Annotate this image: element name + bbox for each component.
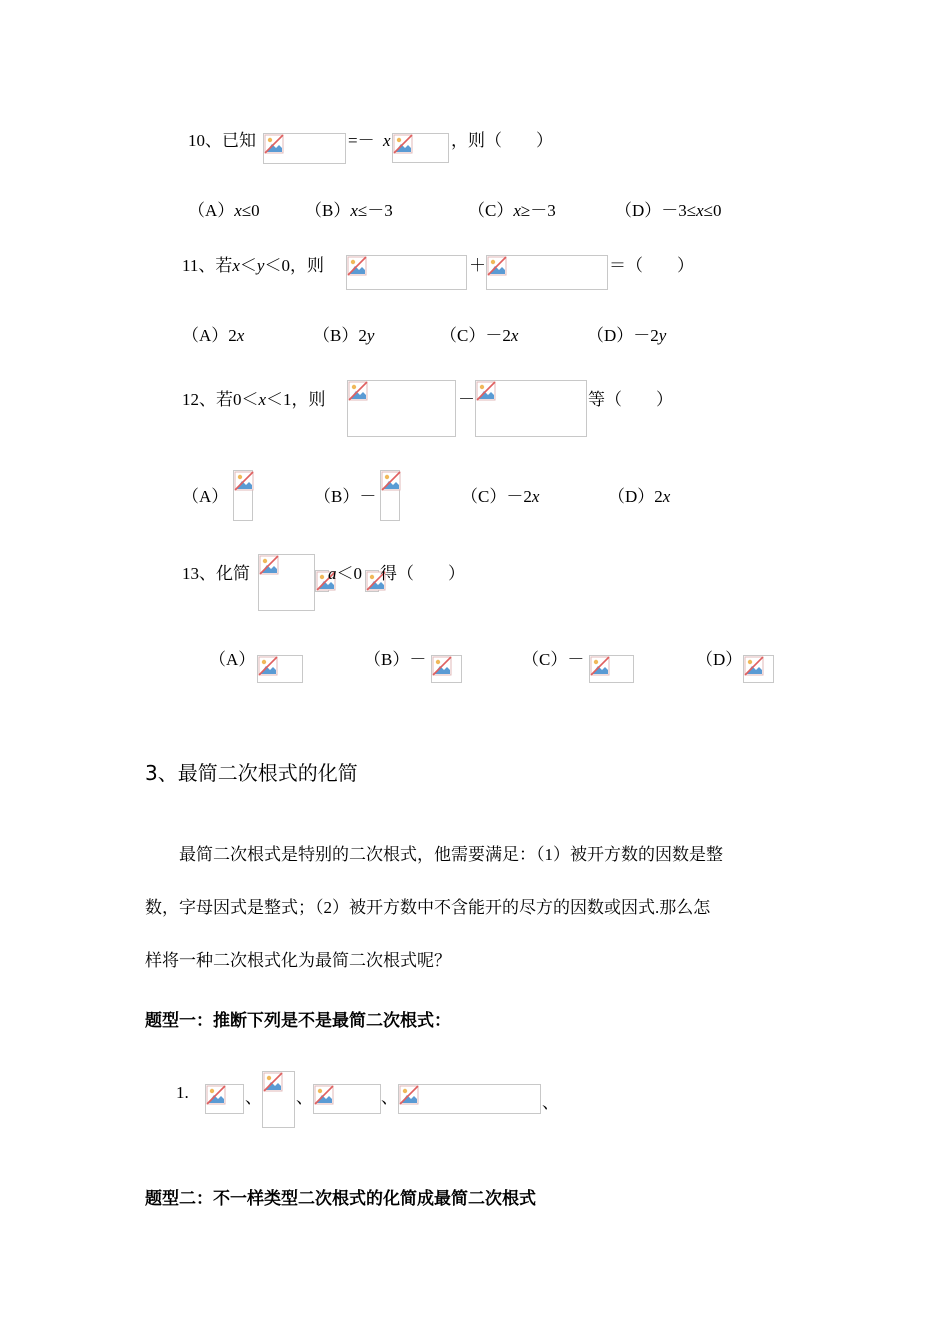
q11-option-d: （D）－2y bbox=[587, 326, 667, 345]
separator: 、 bbox=[296, 1088, 313, 1107]
q12-option-c: （C）－2x bbox=[461, 487, 540, 506]
formula-image bbox=[347, 380, 456, 437]
q12-option-d: （D）2x bbox=[608, 487, 671, 506]
formula-image bbox=[313, 1084, 381, 1114]
separator: 、 bbox=[381, 1088, 398, 1107]
formula-image bbox=[380, 470, 400, 521]
paragraph-line-1: 最简二次根式是特别的二次根式，他需要满足：（1）被开方数的因数是整 bbox=[179, 845, 723, 864]
formula-image bbox=[365, 570, 379, 592]
q11-stem: 11、若x＜y＜0，则 bbox=[182, 256, 324, 275]
q12-suffix: 等（ ） bbox=[588, 390, 673, 409]
q10-prefix: 10、已知 bbox=[188, 131, 256, 150]
q13-option-a-label: （A） bbox=[209, 650, 256, 669]
formula-image bbox=[398, 1084, 541, 1114]
q12-option-a-label: （A） bbox=[182, 487, 229, 506]
formula-image bbox=[346, 255, 467, 290]
q11-option-c: （C）－2x bbox=[440, 326, 519, 345]
q12-option-b-label: （B）－ bbox=[314, 487, 377, 506]
q11-plus: ＋ bbox=[469, 256, 486, 275]
separator: 、 bbox=[542, 1093, 559, 1112]
paragraph-line-2: 数，字母因式是整式；（2）被开方数中不含能开的尽方的因数或因式.那么怎 bbox=[145, 898, 711, 917]
q11-option-a: （A）2x bbox=[182, 326, 245, 345]
q10-var-x: x bbox=[383, 131, 391, 150]
formula-image bbox=[475, 380, 587, 437]
formula-image bbox=[263, 133, 346, 164]
q10-option-d: （D）－3≤x≤0 bbox=[615, 201, 722, 220]
q11-suffix: ＝（ ） bbox=[609, 256, 694, 275]
paragraph-line-3: 样将一种二次根式化为最简二次根式呢？ bbox=[145, 951, 451, 970]
q13-prefix: 13、化简 bbox=[182, 564, 250, 583]
q12-minus: － bbox=[458, 390, 475, 409]
section-heading: 3、最简二次根式的化简 bbox=[145, 761, 358, 785]
formula-image bbox=[262, 1071, 295, 1128]
q12-stem: 12、若0＜x＜1，则 bbox=[182, 390, 326, 409]
q10-suffix: ，则（ ） bbox=[451, 131, 553, 150]
q11-option-b: （B）2y bbox=[313, 326, 375, 345]
formula-image bbox=[257, 655, 303, 683]
type1-title: 题型一：推断下列是不是最简二次根式： bbox=[145, 1011, 451, 1030]
q10-eq: =－ bbox=[348, 131, 375, 150]
formula-image bbox=[392, 133, 449, 163]
q13-suffix: 得（ ） bbox=[380, 564, 465, 583]
formula-image bbox=[258, 554, 315, 611]
formula-image bbox=[743, 655, 774, 683]
formula-image bbox=[431, 655, 462, 683]
type1-item-number: 1. bbox=[176, 1083, 189, 1102]
separator: 、 bbox=[245, 1088, 262, 1107]
q13-option-c-label: （C）－ bbox=[522, 650, 585, 669]
formula-image bbox=[315, 570, 329, 592]
formula-image bbox=[205, 1084, 244, 1114]
q10-option-b: （B）x≤－3 bbox=[305, 201, 393, 220]
q13-condition: a＜0 bbox=[328, 564, 362, 583]
formula-image bbox=[486, 255, 608, 290]
formula-image bbox=[589, 655, 634, 683]
q13-option-d-label: （D） bbox=[696, 650, 743, 669]
formula-image bbox=[233, 470, 253, 521]
q10-option-a: （A）x≤0 bbox=[188, 201, 260, 220]
q13-option-b-label: （B）－ bbox=[364, 650, 427, 669]
q10-option-c: （C）x≥－3 bbox=[468, 201, 556, 220]
type2-title: 题型二：不一样类型二次根式的化简成最简二次根式 bbox=[145, 1189, 536, 1208]
